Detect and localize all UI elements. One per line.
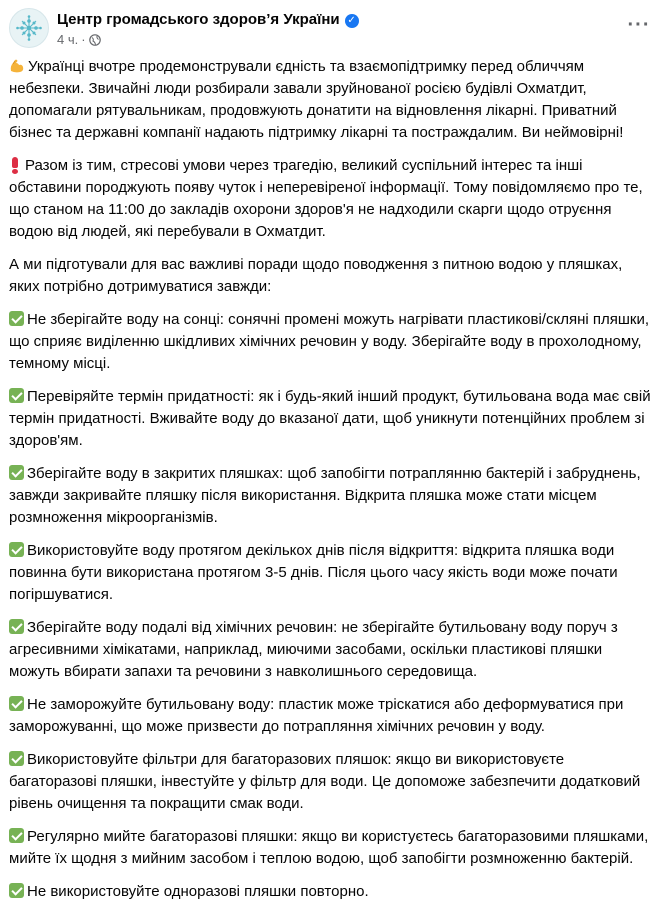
check-mark-button-icon <box>9 542 24 557</box>
tip-item <box>9 309 655 375</box>
post-timestamp[interactable]: 4 ч. <box>57 32 79 47</box>
verified-badge-icon: ✓ <box>345 14 359 28</box>
lead-text: А ми підготували для вас важливі поради щодо поводження з питною водою у пляшках, яких потрібно дотримуватися завжди: <box>9 256 623 295</box>
intro-paragraph <box>9 56 655 144</box>
page-name-link[interactable] <box>57 11 359 28</box>
intro-text: Українці вчотре продемонстрували єдність та взаємопідтримку перед обличчям небезпеки. Звичайні люди розбирали завали зруйнованої росією будівлі Охматдит, допомагали рятувальникам, продовжують донатити на відновлення лікарні. Приватний бізнес та державні компанії надають підтримку лікарні та постраждалим. Ви неймовірні! <box>9 58 624 141</box>
tip-text: Перевіряйте термін придатності: як і будь-який інший продукт, бутильована вода має свій термін придатності. Вживайте воду до вказаної дати, щоб уникнути потенційних проблем зі здоров'ям. <box>9 388 651 449</box>
tip-text: Зберігайте воду подалі від хімічних речовин: не зберігайте бутильовану воду поруч з агресивними хімікатами, наприклад, миючими засобами, оскільки пластикові пляшки можуть вбирати запахи та речовини з навколишнього середовища. <box>9 619 618 680</box>
warning-paragraph <box>9 155 655 243</box>
warning-text: Разом із тим, стресові умови через трагедію, великий суспільний інтерес та інші обставини породжують появу чуток і неперевіреної інформації. Тому повідомляємо про те, що станом на 11:00 до закладів охорони здоров'я не надходили скарги щодо отруєння водою від людей, які перебували в Охматдит. <box>9 157 643 240</box>
tip-text: Використовуйте фільтри для багаторазових пляшок: якщо ви використовуєте багаторазові пляшки, інвестуйте у фільтр для води. Це допоможе забезпечити додатковий рівень очищення та покращити смак води. <box>9 751 641 812</box>
post-header <box>9 8 657 52</box>
tip-text: Не зберігайте воду на сонці: сонячні промені можуть нагрівати пластикові/скляні пляшки, що сприяє виділенню шкідливих хімічних речовин у воду. Зберігайте воду в прохолодному, темному місці. <box>9 311 649 372</box>
flexed-biceps-icon <box>9 58 25 74</box>
post-text <box>9 56 655 914</box>
tip-item <box>9 826 655 870</box>
check-mark-button-icon <box>9 828 24 843</box>
check-mark-button-icon <box>9 465 24 480</box>
red-exclamation-icon <box>9 157 21 173</box>
tip-item <box>9 881 655 903</box>
tip-text: Не використовуйте одноразові пляшки повторно. <box>27 883 369 900</box>
tip-text: Регулярно мийте багаторазові пляшки: якщо ви користуєтесь багаторазовими пляшками, мийте їх щодня з мийним засобом і теплою водою, щоб запобігти розмноженню бактерій. <box>9 828 649 867</box>
snowflake-logo-icon <box>14 13 44 43</box>
post-meta <box>57 32 101 49</box>
more-options-icon: ··· <box>627 14 651 36</box>
check-mark-button-icon <box>9 388 24 403</box>
tip-text: Не заморожуйте бутильовану воду: пластик може тріскатися або деформуватися при заморожуванні, що може призвести до потрапляння хімічних речовин у воду. <box>9 696 624 735</box>
tip-text: Використовуйте воду протягом декількох днів після відкриття: відкрита пляшка води повинна бути використана протягом 3-5 днів. Після цього часу якість води може почати погіршуватися. <box>9 542 618 603</box>
check-mark-button-icon <box>9 619 24 634</box>
tip-item <box>9 617 655 683</box>
check-mark-button-icon <box>9 696 24 711</box>
check-mark-button-icon <box>9 311 24 326</box>
tip-item <box>9 540 655 606</box>
tip-text: Зберігайте воду в закритих пляшках: щоб запобігти потраплянню бактерій і забруднень, завжди закривайте пляшку після використання. Відкрита пляшка може стати місцем розмноження мікроорганізмів. <box>9 465 641 526</box>
globe-icon <box>89 34 101 49</box>
meta-separator: · <box>81 32 86 47</box>
lead-paragraph <box>9 254 655 298</box>
tip-item <box>9 694 655 738</box>
page-avatar[interactable] <box>9 8 49 48</box>
tip-item <box>9 749 655 815</box>
check-mark-button-icon <box>9 883 24 898</box>
check-mark-button-icon <box>9 751 24 766</box>
tip-item <box>9 463 655 529</box>
page-name-text[interactable]: Центр громадського здоров’я України <box>57 11 340 28</box>
more-options-button[interactable] <box>621 10 657 46</box>
tip-item <box>9 386 655 452</box>
